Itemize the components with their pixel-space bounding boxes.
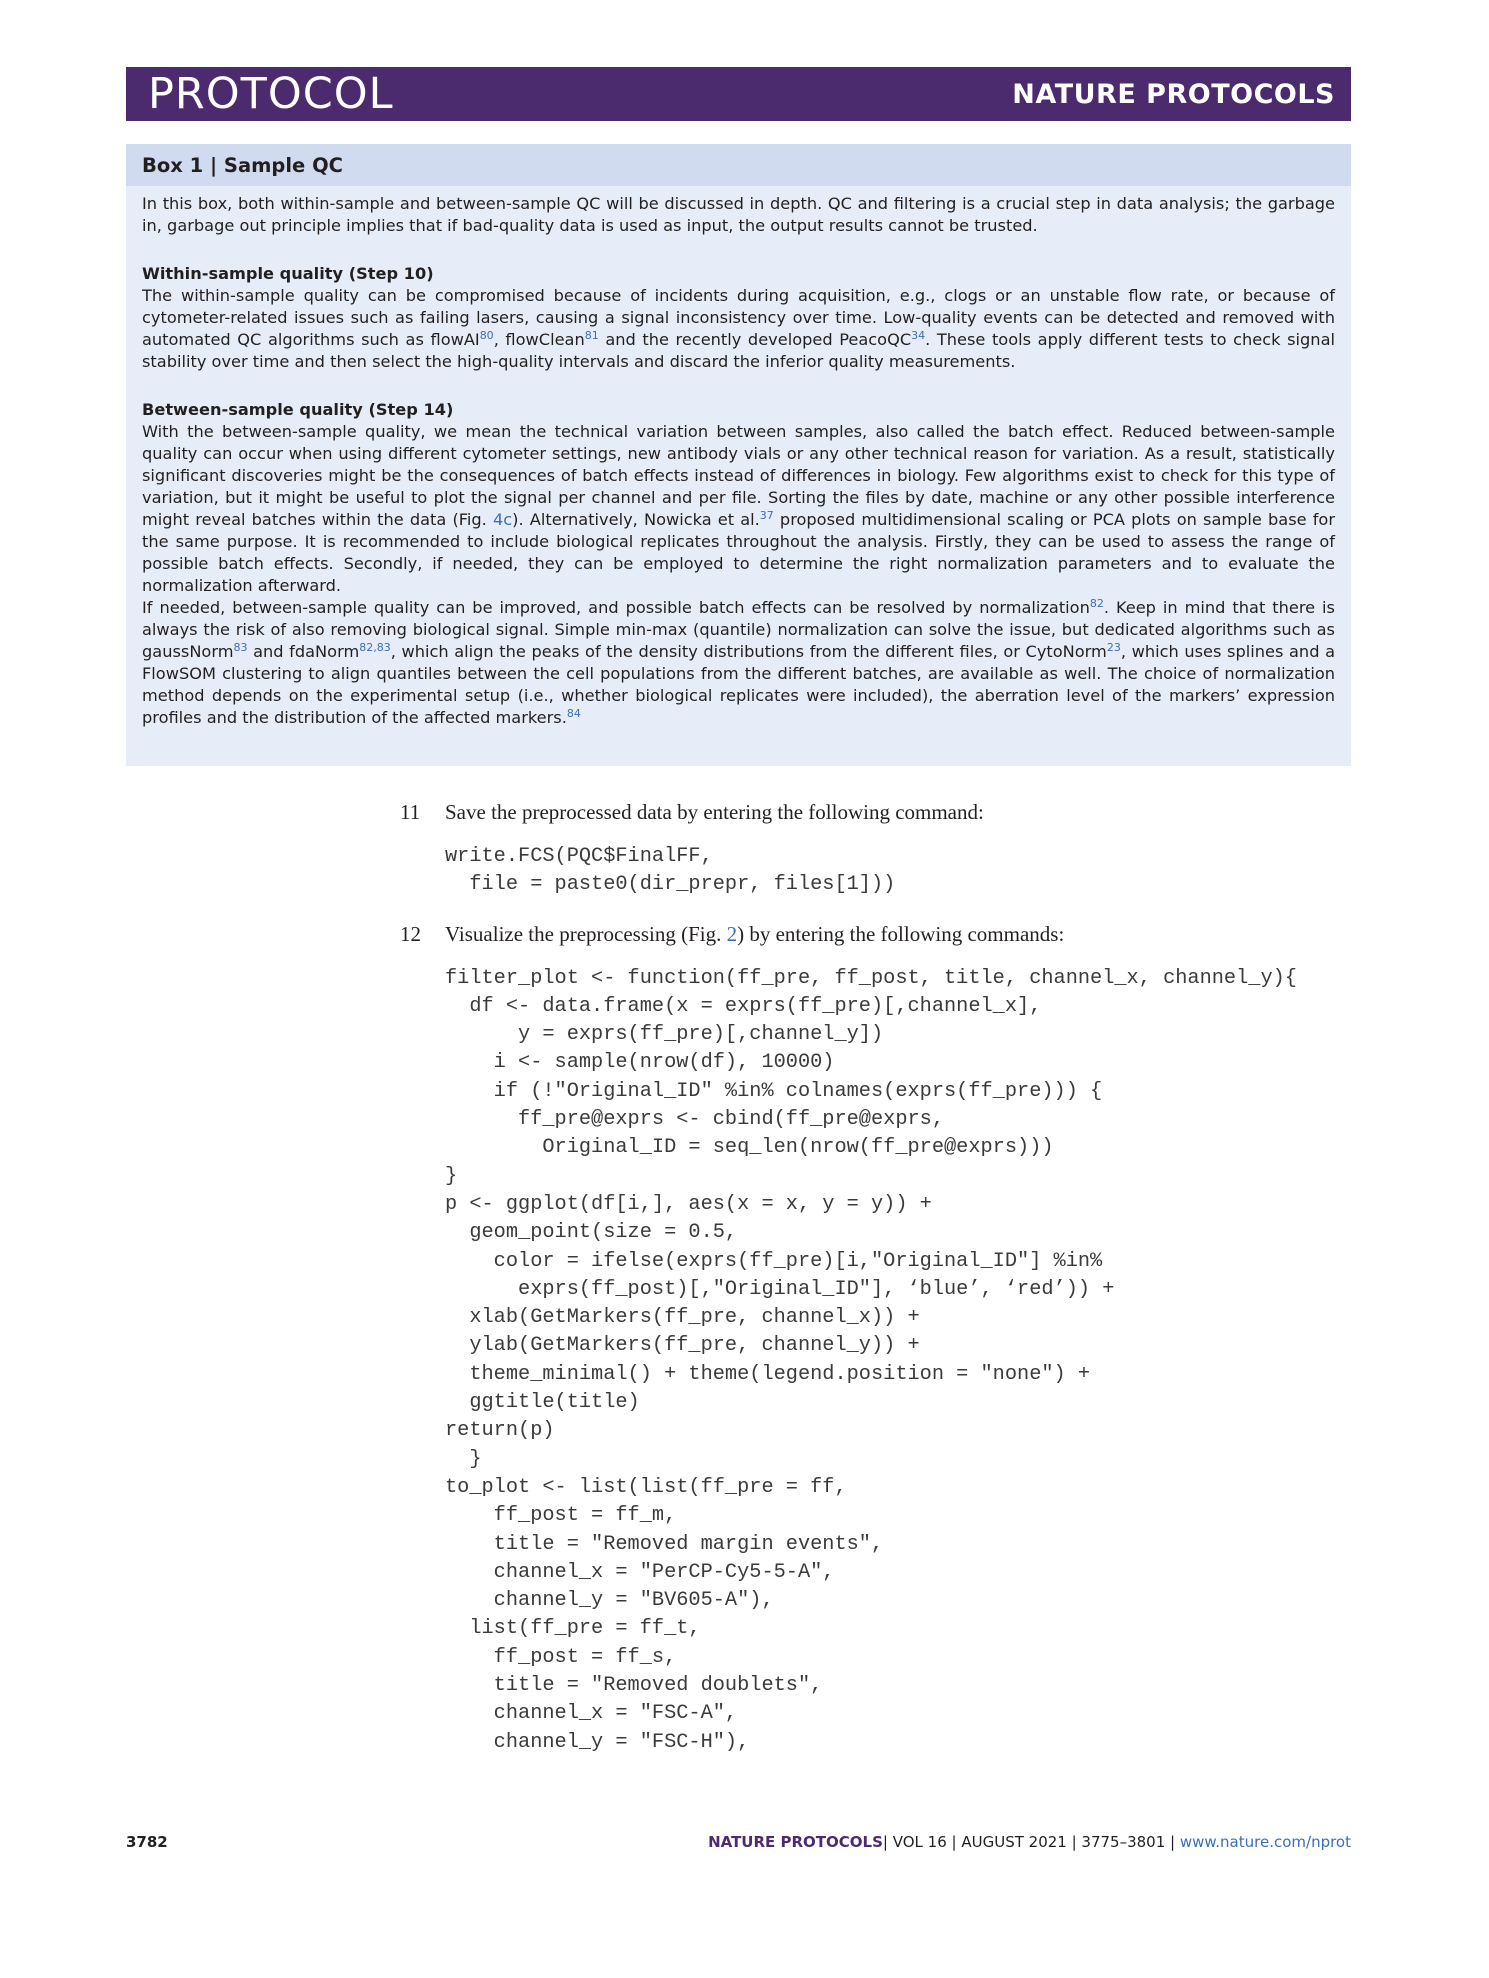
between-paragraph-2: If needed, between-sample quality can be improved, and possible batch effects can be resolved by normalization$^{82}$. Keep in mind that there is always the risk of also removing biological signal. Simple min-max (quantile) normalization can solve the issue, but dedicated algorithms such as gaussNorm$^{83}$ and fdaNorm$^{82,83}$, which align the peaks of the density distributions from the different files, or CytoNorm$^{23}$, which uses splines and a FlowSOM clustering to align quantiles between the cell populations from the different batches, are available as well. The choice of normalization method depends on the experimental setup (i.e., whether biological replicates were included), the aberration level of the markers’ expression profiles and the distribution of the affected markers.$^{84}$: [142, 597, 1336, 727]
citation-link[interactable]: 82: [1089, 597, 1104, 610]
page-footer: [126, 1833, 1351, 1853]
citation-link[interactable]: 34: [911, 329, 926, 342]
step-number: 11: [400, 800, 421, 824]
within-paragraph: The within-sample quality can be compromised because of incidents during acquisition, e.g., clogs or an unstable flow rate, or because of cytometer-related issues such as failing lasers, causing a signal inconsistency over time. Low-quality events can be detected and removed with automated QC algorithms such as flowAI$^{80}$, flowClean$^{81}$ and the recently developed PeacoQC$^{34}$. These tools apply different tests to check signal stability over time and then select the high-quality intervals and discard the inferior quality measurements.: [142, 286, 1335, 371]
between-paragraph-1: With the between-sample quality, we mean the technical variation between samples, also called the batch effect. Reduced between-sample quality can occur when using different cytometer settings, new antibody vials or any other technical reason for variation. As a result, statistically significant discoveries might be the consequences of batch effects instead of differences in biology. Few algorithms exist to check for this type of variation, but it might be useful to plot the signal per channel and per file. Sorting the files by date, machine or any other possible interference might reveal batches within the data (Fig. 4c). Alternatively, Nowicka et al.$^{37}$ proposed multidimensional scaling or PCA plots on sample base for the same purpose. It is recommended to include biological replicates throughout the analysis. Firstly, they can be used to assess the range of possible batch effects. Secondly, if needed, they can be employed to determine the right normalization parameters and to evaluate the normalization afterward.: [142, 422, 1335, 595]
citation-link[interactable]: 81: [584, 329, 599, 342]
citation-link[interactable]: 83: [233, 641, 248, 654]
page-header: [126, 67, 1351, 121]
citation-link[interactable]: 80: [479, 329, 494, 342]
code-block-step-11: write.FCS(PQC$FinalFF, file = paste0(dir_prepr, files[1])): [445, 845, 896, 897]
journal-name: NATURE PROTOCOLS: [1012, 78, 1335, 110]
procedure-steps: [400, 800, 1360, 1757]
citation-link[interactable]: 37: [759, 509, 774, 522]
code-block-step-12: filter_plot <- function(ff_pre, ff_post, title, channel_x, channel_y){ df <- data.frame(x = exprs(ff_pre)[,channel_x], y = exprs(ff_pre)[,channel_y]) i <- sample(nrow(df), 10000) if (!"Original_ID" %in% colnames(exprs(ff_pre))) { ff_pre@exprs <- cbind(ff_pre@exprs, Original_ID = seq_len(nrow(ff_pre@exprs))) } p <- ggplot(df[i,], aes(x = x, y = y)) + geom_point(size = 0.5, color = ifelse(exprs(ff_pre)[i,"Original_ID"] %in% exprs(ff_post)[,"Original_ID"], ‘blue’, ‘red’)) + xlab(GetMarkers(ff_pre, channel_x)) + ylab(GetMarkers(ff_pre, channel_y)) + theme_minimal() + theme(legend.position = "none") + ggtitle(title) return(p) } to_plot <- list(list(ff_pre = ff, ff_post = ff_m, title = "Removed margin events", channel_x = "PerCP-Cy5-5-A", channel_y = "BV605-A"), list(ff_pre = ff_t, ff_post = ff_s, title = "Removed doublets", channel_x = "FSC-A", channel_y = "FSC-H"),: [445, 966, 1297, 1754]
citation-link[interactable]: 82,83: [359, 641, 391, 654]
citation-link[interactable]: 84: [566, 707, 581, 720]
step-text: Visualize the preprocessing (Fig. 2) by entering the following commands:: [445, 921, 1065, 946]
citation-info: NATURE PROTOCOLS| VOL 16 | AUGUST 2021 | 3775–3801 | www.nature.com/nprot: [708, 1833, 1351, 1851]
box-intro: In this box, both within-sample and between-sample QC will be discussed in depth. QC and filtering is a crucial step in data analysis; the garbage in, garbage out principle implies that if bad-quality data is used as input, the output results cannot be trusted.: [142, 194, 1335, 235]
step-11: [400, 800, 1360, 825]
box-body: [126, 186, 1351, 729]
citation-link[interactable]: 23: [1106, 641, 1121, 654]
between-heading: Between-sample quality (Step 14): [142, 400, 454, 419]
box-title: Box 1 | Sample QC: [126, 144, 1351, 186]
within-heading: Within-sample quality (Step 10): [142, 264, 434, 283]
section-label: PROTOCOL: [148, 69, 394, 119]
box-sample-qc: [126, 144, 1351, 766]
journal-url-link[interactable]: www.nature.com/nprot: [1179, 1833, 1351, 1851]
step-12: [400, 922, 1360, 947]
step-text: Save the preprocessed data by entering the following command:: [445, 800, 984, 824]
figure-link[interactable]: 2: [726, 921, 738, 946]
page-number: 3782: [126, 1833, 168, 1851]
figure-link[interactable]: 4c: [492, 510, 513, 529]
step-number: 12: [400, 921, 421, 946]
